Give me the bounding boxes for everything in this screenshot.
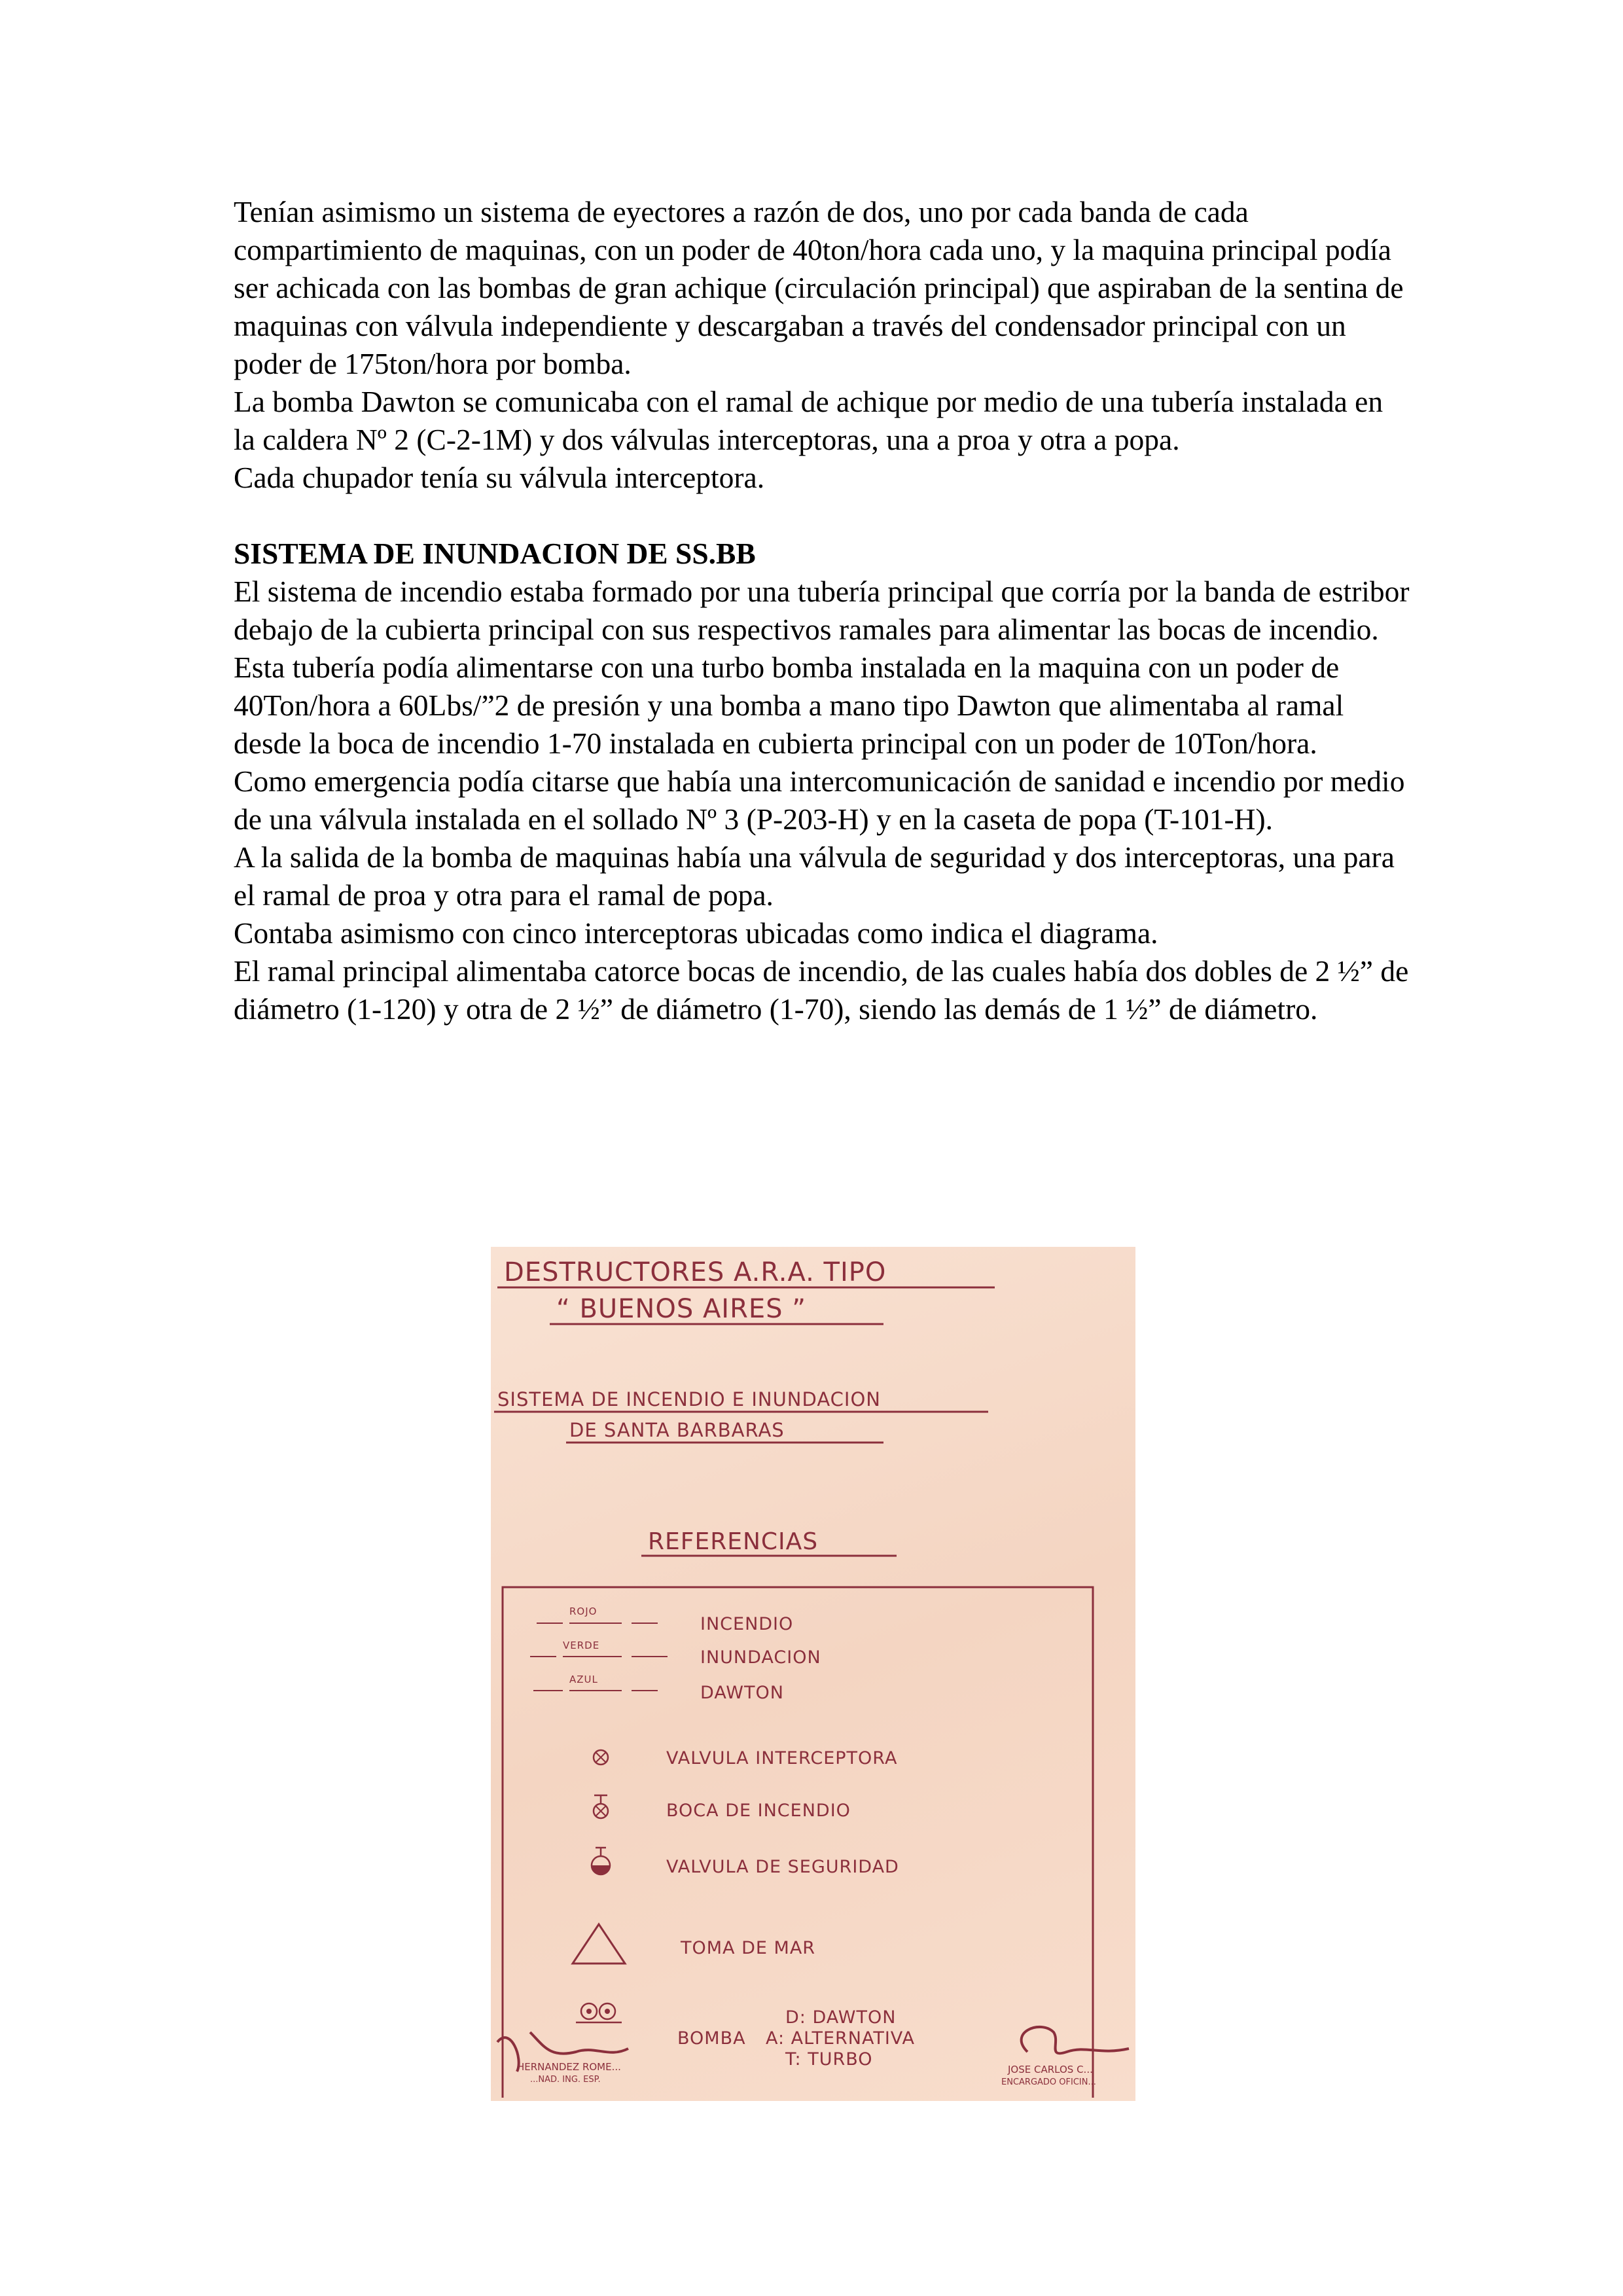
pump-icon [576,2003,622,2022]
legend-label: TOMA DE MAR [681,1938,816,1958]
paragraph: Como emergencia podía citarse que había una intercomunicación de sanidad e incendio por medio de una válvula instalada en el sollado Nº 3 (P-203-H) y en la caseta de popa (T-101-H). [234,764,1405,836]
legend-label: BOCA DE INCENDIO [666,1801,851,1821]
figure-subtitle-line2: DE SANTA BARBARAS [569,1419,785,1441]
paragraph: Cada chupador tenía su válvula interceptora. [234,461,765,494]
scanned-figure [491,1247,1135,2101]
legend-item-valvula-de-seguridad [592,1848,899,1877]
paragraph: Tenían asimismo un sistema de eyectores a razón de dos, uno por cada banda de cada compartimiento de maquinas, con un poder de 40ton/hora cada uno, y la maquina principal podía ser achicada con las bombas de gran achique (circulación principal) que aspiraban de la sentina de maquinas con válvula independiente y descargaban a través del condensador principal con un poder de 175ton/hora por bomba. [234,195,1404,380]
references-title: REFERENCIAS [648,1528,819,1555]
pump-type: T: TURBO [785,2049,873,2070]
figure-drawing [491,1247,1135,2101]
legend-label: DAWTON [700,1683,784,1703]
sea-intake-triangle-icon [573,1924,625,1964]
legend-item-incendio [537,1605,793,1634]
paragraph: Esta tubería podía alimentarse con una turbo bomba instalada en la maquina con un poder de 40Ton/hora a 60Lbs/”2 de presión y una bomba a mano tipo Dawton que alimentaba al ramal desde la boca de incendio 1-70 instalada en cubierta principal con un poder de 10Ton/hora. [234,651,1344,760]
signature-text: JOSE CARLOS C... [1008,2064,1093,2075]
figure-title-line2: “ BUENOS AIRES ” [556,1294,806,1324]
interceptor-valve-icon [594,1750,608,1765]
safety-valve-icon [592,1848,610,1874]
section-heading: SISTEMA DE INUNDACION DE SS.BB [234,537,756,570]
signature-text: HERNANDEZ ROME... [517,2061,621,2073]
legend-item-bomba [576,2003,915,2070]
pump-type: D: DAWTON [785,2007,897,2028]
legend-label: VALVULA INTERCEPTORA [666,1748,898,1768]
paragraph: A la salida de la bomba de maquinas había una válvula de seguridad y dos interceptoras, una para el ramal de proa y otra para el ramal de popa. [234,840,1395,912]
pump-label: BOMBA [677,2028,746,2049]
figure-title-line1: DESTRUCTORES A.R.A. TIPO [504,1257,887,1287]
pump-type: A: ALTERNATIVA [766,2028,916,2049]
blank-line [234,497,1412,535]
legend-item-dawton [533,1674,784,1703]
paragraph: Contaba asimismo con cinco interceptoras ubicadas como indica el diagrama. [234,916,1158,950]
legend-item-toma-de-mar [573,1924,815,1964]
legend-item-inundacion [530,1640,821,1668]
paragraph: El sistema de incendio estaba formado por una tubería principal que corría por la banda de estribor debajo de la cubierta principal con sus respectivos ramales para alimentar las bocas de incendio. [234,575,1410,646]
line-color-word: VERDE [563,1640,600,1651]
fire-hydrant-icon [594,1795,608,1818]
paragraph: El ramal principal alimentaba catorce bocas de incendio, de las cuales había dos dobles de 2 ½” de diámetro (1-120) y otra de 2 ½” de diámetro (1-70), siendo las demás de 1 ½” de diámetro. [234,954,1409,1026]
legend-item-valvula-interceptora [594,1748,897,1768]
body-text [234,193,1412,1028]
paragraph: La bomba Dawton se comunicaba con el ramal de achique por medio de una tubería instalada en la caldera Nº 2 (C-2-1M) y dos válvulas interceptoras, una a proa y otra a popa. [234,385,1383,456]
signature-left [497,2032,628,2085]
legend-item-boca-de-incendio [594,1795,851,1821]
signature-right [1001,2027,1129,2087]
legend-label: VALVULA DE SEGURIDAD [666,1857,899,1877]
legend-label: INUNDACION [700,1647,821,1668]
signature-text: ...NAD. ING. ESP. [530,2075,601,2085]
line-color-word: AZUL [569,1674,598,1685]
figure-subtitle-line1: SISTEMA DE INCENDIO E INUNDACION [497,1388,881,1410]
legend-label: INCENDIO [700,1614,794,1634]
signature-text: ENCARGADO OFICIN... [1001,2077,1096,2087]
line-color-word: ROJO [569,1605,597,1617]
